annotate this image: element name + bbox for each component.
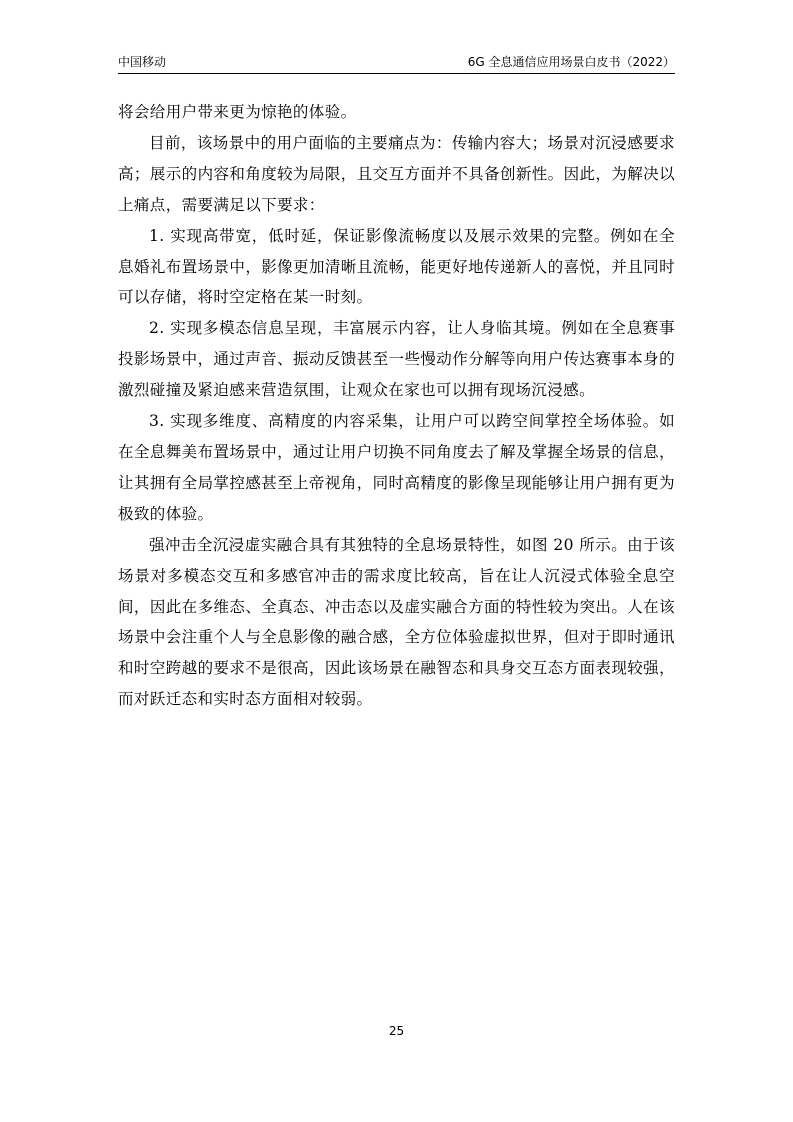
paragraph-continuation: 将会给用户带来更为惊艳的体验。 [118, 103, 357, 121]
header-document-title: 6G 全息通信应用场景白皮书（2022） [467, 55, 675, 69]
page-number: 25 [388, 1024, 405, 1038]
paragraph-pain-points: 目前，该场景中的用户面临的主要痛点为：传输内容大；场景对沉浸感要求高；展示的内容和角度较为局限，且交互方面并不具备创新性。因此，为解决以上痛点，需要满足以下要求： [118, 133, 675, 214]
paragraph-requirement-3: 3. 实现多维度、高精度的内容采集，让用户可以跨空间掌控全场体验。如在全息舞美布置场景中，通过让用户切换不同角度去了解及掌握全场景的信息，让其拥有全局掌控感甚至上帝视角，同时高精度的影像呈现能够让用户拥有更为极致的体验。 [118, 412, 675, 523]
paragraph-scene-characteristics: 强冲击全沉浸虚实融合具有其独特的全息场景特性，如图 20 所示。由于该场景对多模态交互和多感官冲击的需求度比较高，旨在让人沉浸式体验全息空间，因此在多维态、全真态、冲击态以及虚实融合方面的特性较为突出。人在该场景中会注重个人与全息影像的融合感，全方位体验虚拟世界，但对于即时通讯和时空跨越的要求不是很高，因此该场景在融智态和具身交互态方面表现较强，而对跃迁态和实时态方面相对较弱。 [118, 535, 675, 709]
paragraph-requirement-2: 2. 实现多模态信息呈现，丰富展示内容，让人身临其境。例如在全息赛事投影场景中，通过声音、振动反馈甚至一些慢动作分解等向用户传达赛事本身的激烈碰撞及紧迫感来营造氛围，让观众在家也可以拥有现场沉浸感。 [118, 319, 675, 400]
paragraph-requirement-1: 1. 实现高带宽，低时延，保证影像流畅度以及展示效果的完整。例如在全息婚礼布置场景中，影像更加清晰且流畅，能更好地传递新人的喜悦，并且同时可以存储，将时空定格在某一时刻。 [118, 226, 675, 307]
header-org-name: 中国移动 [118, 55, 167, 69]
page-header [118, 53, 675, 74]
body-text [118, 97, 675, 715]
